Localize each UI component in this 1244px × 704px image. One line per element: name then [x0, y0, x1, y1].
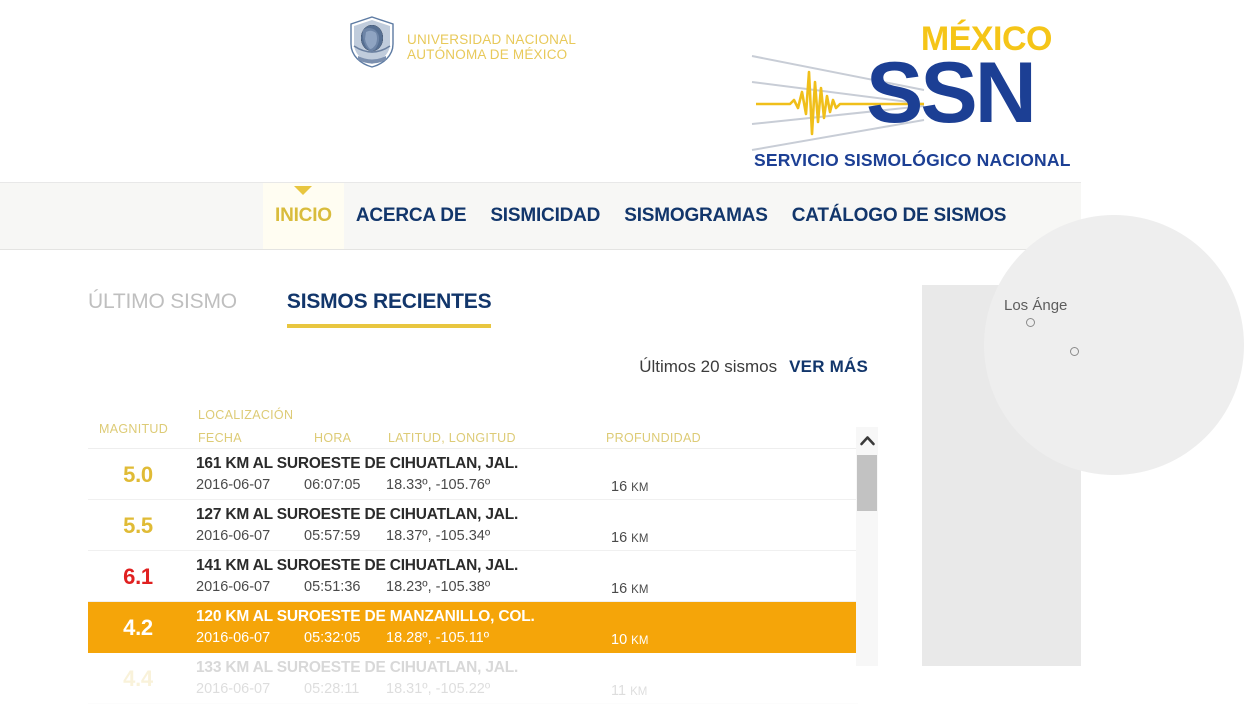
- quake-location: 161 KM AL SUROESTE DE CIHUATLAN, JAL.: [196, 455, 519, 472]
- quake-location: 120 KM AL SUROESTE DE MANZANILLO, COL.: [196, 608, 535, 625]
- nav-item-sismogramas-label: SISMOGRAMAS: [624, 205, 768, 226]
- table-row[interactable]: [88, 500, 858, 551]
- tab-ultimo-sismo-label: ÚLTIMO SISMO: [88, 290, 237, 313]
- quake-list-scrollbar[interactable]: [856, 427, 878, 666]
- column-header-profundidad: PROFUNDIDAD: [606, 431, 701, 445]
- tab-ultimo-sismo[interactable]: [88, 290, 237, 328]
- quake-location: 133 KM AL SUROESTE DE CIHUATLAN, JAL.: [196, 659, 519, 676]
- quake-latitude-longitude: 18.23º, -105.38º: [386, 579, 491, 595]
- quake-magnitude: 4.2: [123, 615, 153, 640]
- ssn-logo[interactable]: [748, 20, 1071, 177]
- unam-shield-icon: [349, 16, 395, 68]
- table-row[interactable]: [88, 449, 858, 500]
- map-city-label: Los Ánge: [1004, 297, 1068, 314]
- quake-magnitude: 5.5: [123, 513, 153, 538]
- nav-item-inicio[interactable]: [263, 183, 344, 249]
- city-circle-icon: [1026, 318, 1035, 327]
- table-row[interactable]: [88, 602, 858, 653]
- quake-latitude-longitude: 18.37º, -105.34º: [386, 528, 491, 544]
- column-header-fecha: FECHA: [198, 431, 242, 445]
- ssn-mexico-label: MÉXICO: [920, 20, 1052, 58]
- unam-wordmark: [407, 32, 576, 62]
- site-header: [0, 0, 1081, 183]
- ssn-subtitle: SERVICIO SISMOLÓGICO NACIONAL: [754, 150, 1071, 170]
- map-water-area: [984, 215, 1244, 475]
- quake-date: 2016-06-07: [196, 579, 271, 595]
- quake-magnitude: 5.0: [123, 462, 153, 487]
- quake-depth: [611, 581, 648, 597]
- quake-depth-unit: KM: [630, 686, 648, 698]
- main-navigation: [0, 183, 1081, 250]
- quake-date: 2016-06-07: [196, 477, 271, 493]
- quake-depth-value: 16: [611, 530, 628, 546]
- unam-line-2: AUTÓNOMA DE MÉXICO: [407, 47, 568, 62]
- nav-item-acerca-de-label: ACERCA DE: [355, 205, 467, 226]
- chevron-up-icon[interactable]: [856, 427, 878, 453]
- quake-depth: [611, 632, 648, 648]
- nav-item-inicio-label: INICIO: [275, 205, 332, 226]
- nav-item-sismogramas[interactable]: [612, 183, 779, 249]
- nav-item-catalogo-label: CATÁLOGO DE SISMOS: [791, 205, 1007, 226]
- quake-time: 05:51:36: [304, 579, 361, 595]
- quake-location: 141 KM AL SUROESTE DE CIHUATLAN, JAL.: [196, 557, 519, 574]
- ver-mas-link[interactable]: VER MÁS: [789, 357, 868, 376]
- quake-time: 06:07:05: [304, 477, 361, 493]
- quake-depth-unit: KM: [631, 635, 649, 647]
- quake-depth: [611, 683, 647, 699]
- quake-depth: [611, 530, 648, 546]
- ssn-acronym: SSN: [866, 45, 1034, 141]
- nav-item-list: [263, 183, 1018, 249]
- quake-date: 2016-06-07: [196, 528, 271, 544]
- quake-depth: [611, 479, 648, 495]
- quake-depth-value: 16: [611, 479, 628, 495]
- earthquake-map[interactable]: [922, 285, 1081, 666]
- unam-line-1: UNIVERSIDAD NACIONAL: [407, 32, 577, 47]
- scrollbar-thumb[interactable]: [857, 455, 877, 511]
- nav-item-acerca-de[interactable]: [344, 183, 478, 249]
- column-header-hora: HORA: [314, 431, 352, 445]
- quake-latitude-longitude: 18.31º, -105.22º: [386, 681, 491, 697]
- table-row[interactable]: [88, 653, 858, 704]
- quake-count-label: Últimos 20 sismos: [639, 357, 778, 376]
- nav-item-sismicidad[interactable]: [478, 183, 612, 249]
- quake-time: 05:57:59: [304, 528, 361, 544]
- quake-date: 2016-06-07: [196, 681, 271, 697]
- unam-logo[interactable]: [349, 16, 576, 68]
- recent-quakes-panel: [88, 400, 878, 699]
- nav-item-sismicidad-label: SISMICIDAD: [490, 205, 601, 226]
- quake-table-body: [88, 449, 858, 699]
- quake-depth-unit: KM: [631, 533, 649, 545]
- quake-depth-value: 16: [611, 581, 628, 597]
- quake-date: 2016-06-07: [196, 630, 271, 646]
- quake-location: 127 KM AL SUROESTE DE CIHUATLAN, JAL.: [196, 506, 519, 523]
- list-toolbar: [639, 357, 868, 377]
- quake-depth-unit: KM: [631, 482, 649, 494]
- tab-sismos-recientes[interactable]: [287, 290, 492, 328]
- quake-table-header: [88, 400, 878, 449]
- quake-depth-value: 11: [611, 683, 627, 699]
- quake-latitude-longitude: 18.28º, -105.11º: [386, 630, 490, 646]
- column-header-latitud-longitud: LATITUD, LONGITUD: [388, 431, 516, 445]
- quake-time: 05:28:11: [304, 681, 360, 697]
- quake-depth-value: 10: [611, 632, 628, 648]
- quake-magnitude: 6.1: [123, 564, 153, 589]
- quake-time: 05:32:05: [304, 630, 361, 646]
- main-content: [0, 250, 1081, 699]
- quake-magnitude: 4.4: [123, 666, 153, 691]
- column-header-localizacion: LOCALIZACIÓN: [198, 408, 294, 422]
- quake-latitude-longitude: 18.33º, -105.76º: [386, 477, 491, 493]
- tab-sismos-recientes-label: SISMOS RECIENTES: [286, 290, 492, 313]
- active-tab-caret-icon: [294, 186, 312, 195]
- table-row[interactable]: [88, 551, 858, 602]
- city-circle-icon: [1070, 347, 1079, 356]
- quake-depth-unit: KM: [631, 584, 649, 596]
- section-tabs: [88, 290, 491, 328]
- nav-item-catalogo-de-sismos[interactable]: [780, 183, 1019, 249]
- column-header-magnitud: MAGNITUD: [99, 422, 169, 436]
